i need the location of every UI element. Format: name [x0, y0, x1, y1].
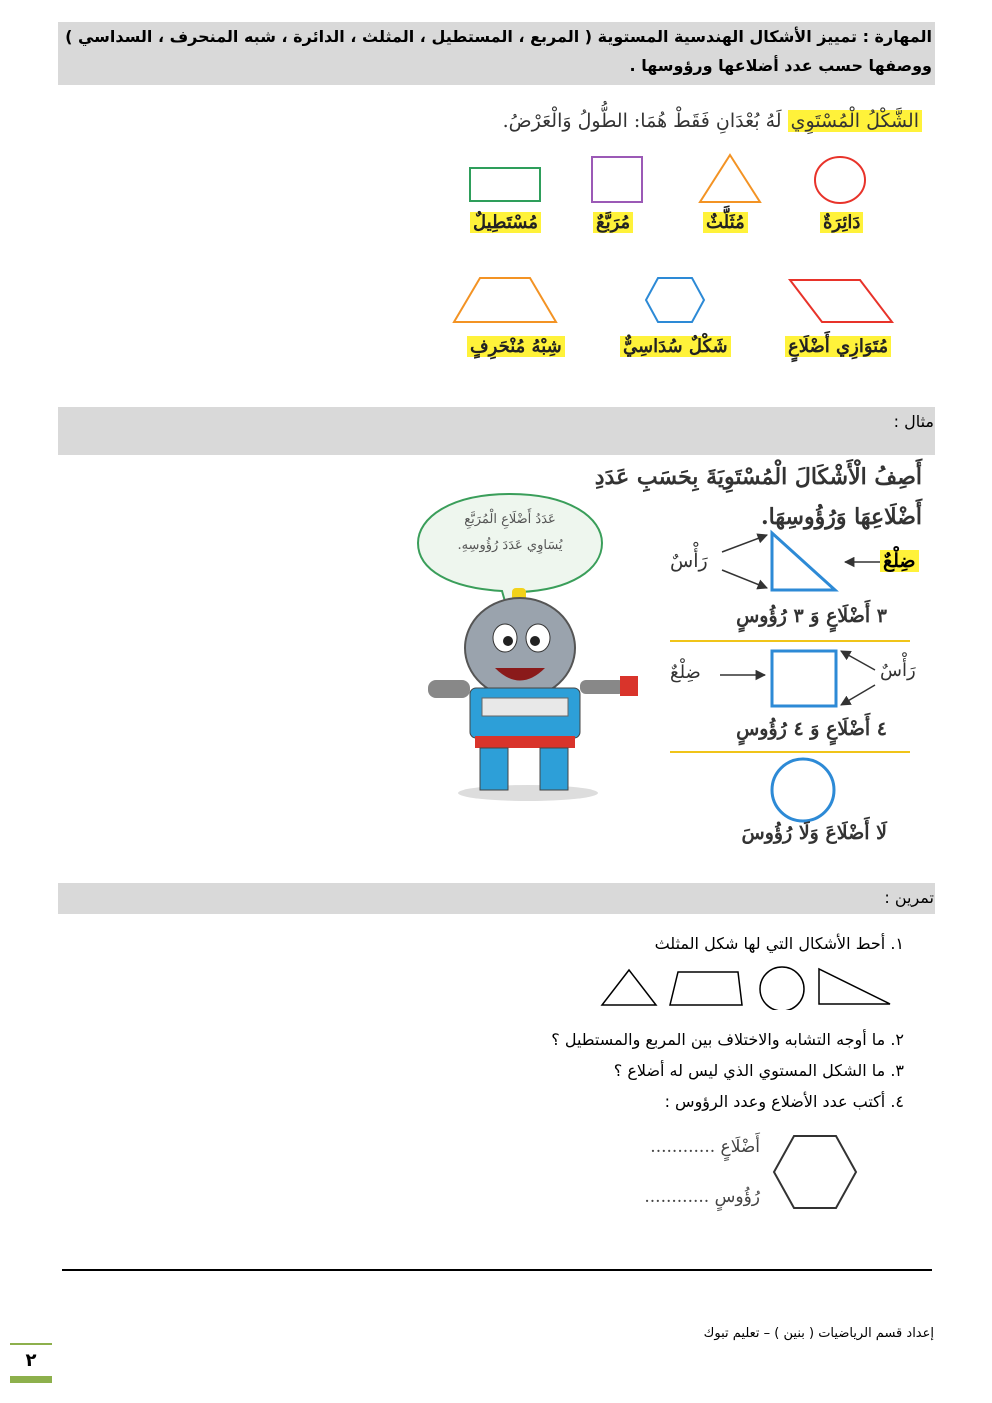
q1-circle: [760, 967, 804, 1010]
robot-illustration: [420, 588, 660, 803]
side-label: ضِلْعٌ: [880, 550, 919, 572]
q1-right-triangle: [819, 969, 890, 1004]
q4-hexagon: [770, 1132, 860, 1212]
sides-blank[interactable]: أَضْلَاعٍ ............: [650, 1137, 760, 1157]
square-caption: ٤ أَضْلَاعٍ وَ ٤ رُؤُوسٍ: [736, 718, 887, 740]
example-triangle: [772, 533, 835, 590]
definition-highlight: الشَّكْلُ الْمُسْتَوِي: [788, 110, 922, 132]
parallelogram-shape: [790, 280, 892, 322]
square-label: مُرَبَّعٌ: [593, 212, 633, 233]
skill-line-2: ووصفها حسب عدد أضلاعها ورؤوسها .: [629, 56, 932, 75]
page-number-bottom-bar: [10, 1376, 52, 1383]
definition-rest: لَهُ بُعْدَانِ فَقَطْ هُمَا: الطُّولُ وَالْعَرْضُ.: [502, 110, 782, 132]
example-figure: [660, 525, 930, 855]
hexagon-shape: [646, 278, 704, 322]
definition-line: [422, 110, 922, 132]
footer-credit: إعداد قسم الرياضيات ( بنين ) – تعليم تبوك: [703, 1326, 934, 1341]
circle-label: دَائِرَةٌ: [820, 212, 863, 233]
triangle-caption: ٣ أَضْلَاعٍ وَ ٣ رُؤُوسٍ: [736, 605, 887, 627]
trapezoid-shape: [454, 278, 556, 322]
example-band: [58, 407, 935, 455]
skill-line-1: المهارة : تمييز الأشكال الهندسية المستوية ( المربع ، المستطيل ، المثلث ، الدائرة ، شبه المنحرف ، السداسي ): [65, 27, 932, 46]
square-vertex-label: رَأْسٌ: [880, 660, 916, 681]
example-header: مثال :: [893, 412, 934, 431]
triangle-shape: [700, 155, 760, 202]
exercise-band: [58, 883, 935, 914]
parallelogram-label: مُتَوَازِي أَضْلَاعٍ: [785, 336, 891, 357]
q1-trapezoid: [670, 972, 742, 1005]
trapezoid-label: شِبْهُ مُنْحَرِفٍ: [467, 336, 565, 357]
example-square: [772, 651, 836, 706]
rectangle-label: مُسْتَطِيلٌ: [470, 212, 541, 233]
square-side-label: ضِلْعٌ: [670, 662, 701, 683]
question-4: ٤. أكتب عدد الأضلاع وعدد الرؤوس :: [664, 1092, 904, 1111]
footer-divider: [62, 1269, 932, 1271]
page-number-top-bar: [10, 1343, 52, 1345]
q1-triangle: [602, 970, 656, 1005]
triangle-label: مُثَلَّثٌ: [703, 212, 748, 233]
vertices-blank[interactable]: رُؤُوسٍ ............: [644, 1187, 760, 1207]
speech-line-1: عَدَدُ أَضْلَاعِ الْمُرَبَّعِ: [464, 512, 556, 527]
q1-shapes[interactable]: [596, 965, 896, 1010]
square-shape: [592, 157, 642, 202]
question-2: ٢. ما أوجه التشابه والاختلاف بين المربع والمستطيل ؟: [551, 1030, 904, 1049]
vertex-label: رَأْسٌ: [670, 550, 708, 572]
hexagon-label: شَكْلٌ سُدَاسِيٌّ: [620, 336, 731, 357]
example-circle: [772, 759, 834, 821]
rectangle-shape: [470, 168, 540, 201]
circle-shape: [815, 157, 865, 203]
question-3: ٣. ما الشكل المستوي الذي ليس له أضلاع ؟: [613, 1061, 904, 1080]
example-intro-1: أَصِفُ الْأَشْكَالَ الْمُسْتَوِيَةَ بِحَسَبِ عَدَدِ: [594, 464, 922, 490]
example-intro-2: أَضْلَاعِهَا وَرُؤُوسِهَا.: [761, 504, 922, 530]
exercise-header: تمرين :: [884, 888, 934, 907]
speech-line-2: يُسَاوِي عَدَدَ رُؤُوسِهِ.: [457, 538, 563, 553]
circle-caption: لَا أَضْلَاعَ وَلَا رُؤُوسَ: [741, 822, 887, 844]
page-number: ٢: [25, 1350, 37, 1371]
question-1: ١. أحط الأشكال التي لها شكل المثلث: [654, 934, 904, 953]
